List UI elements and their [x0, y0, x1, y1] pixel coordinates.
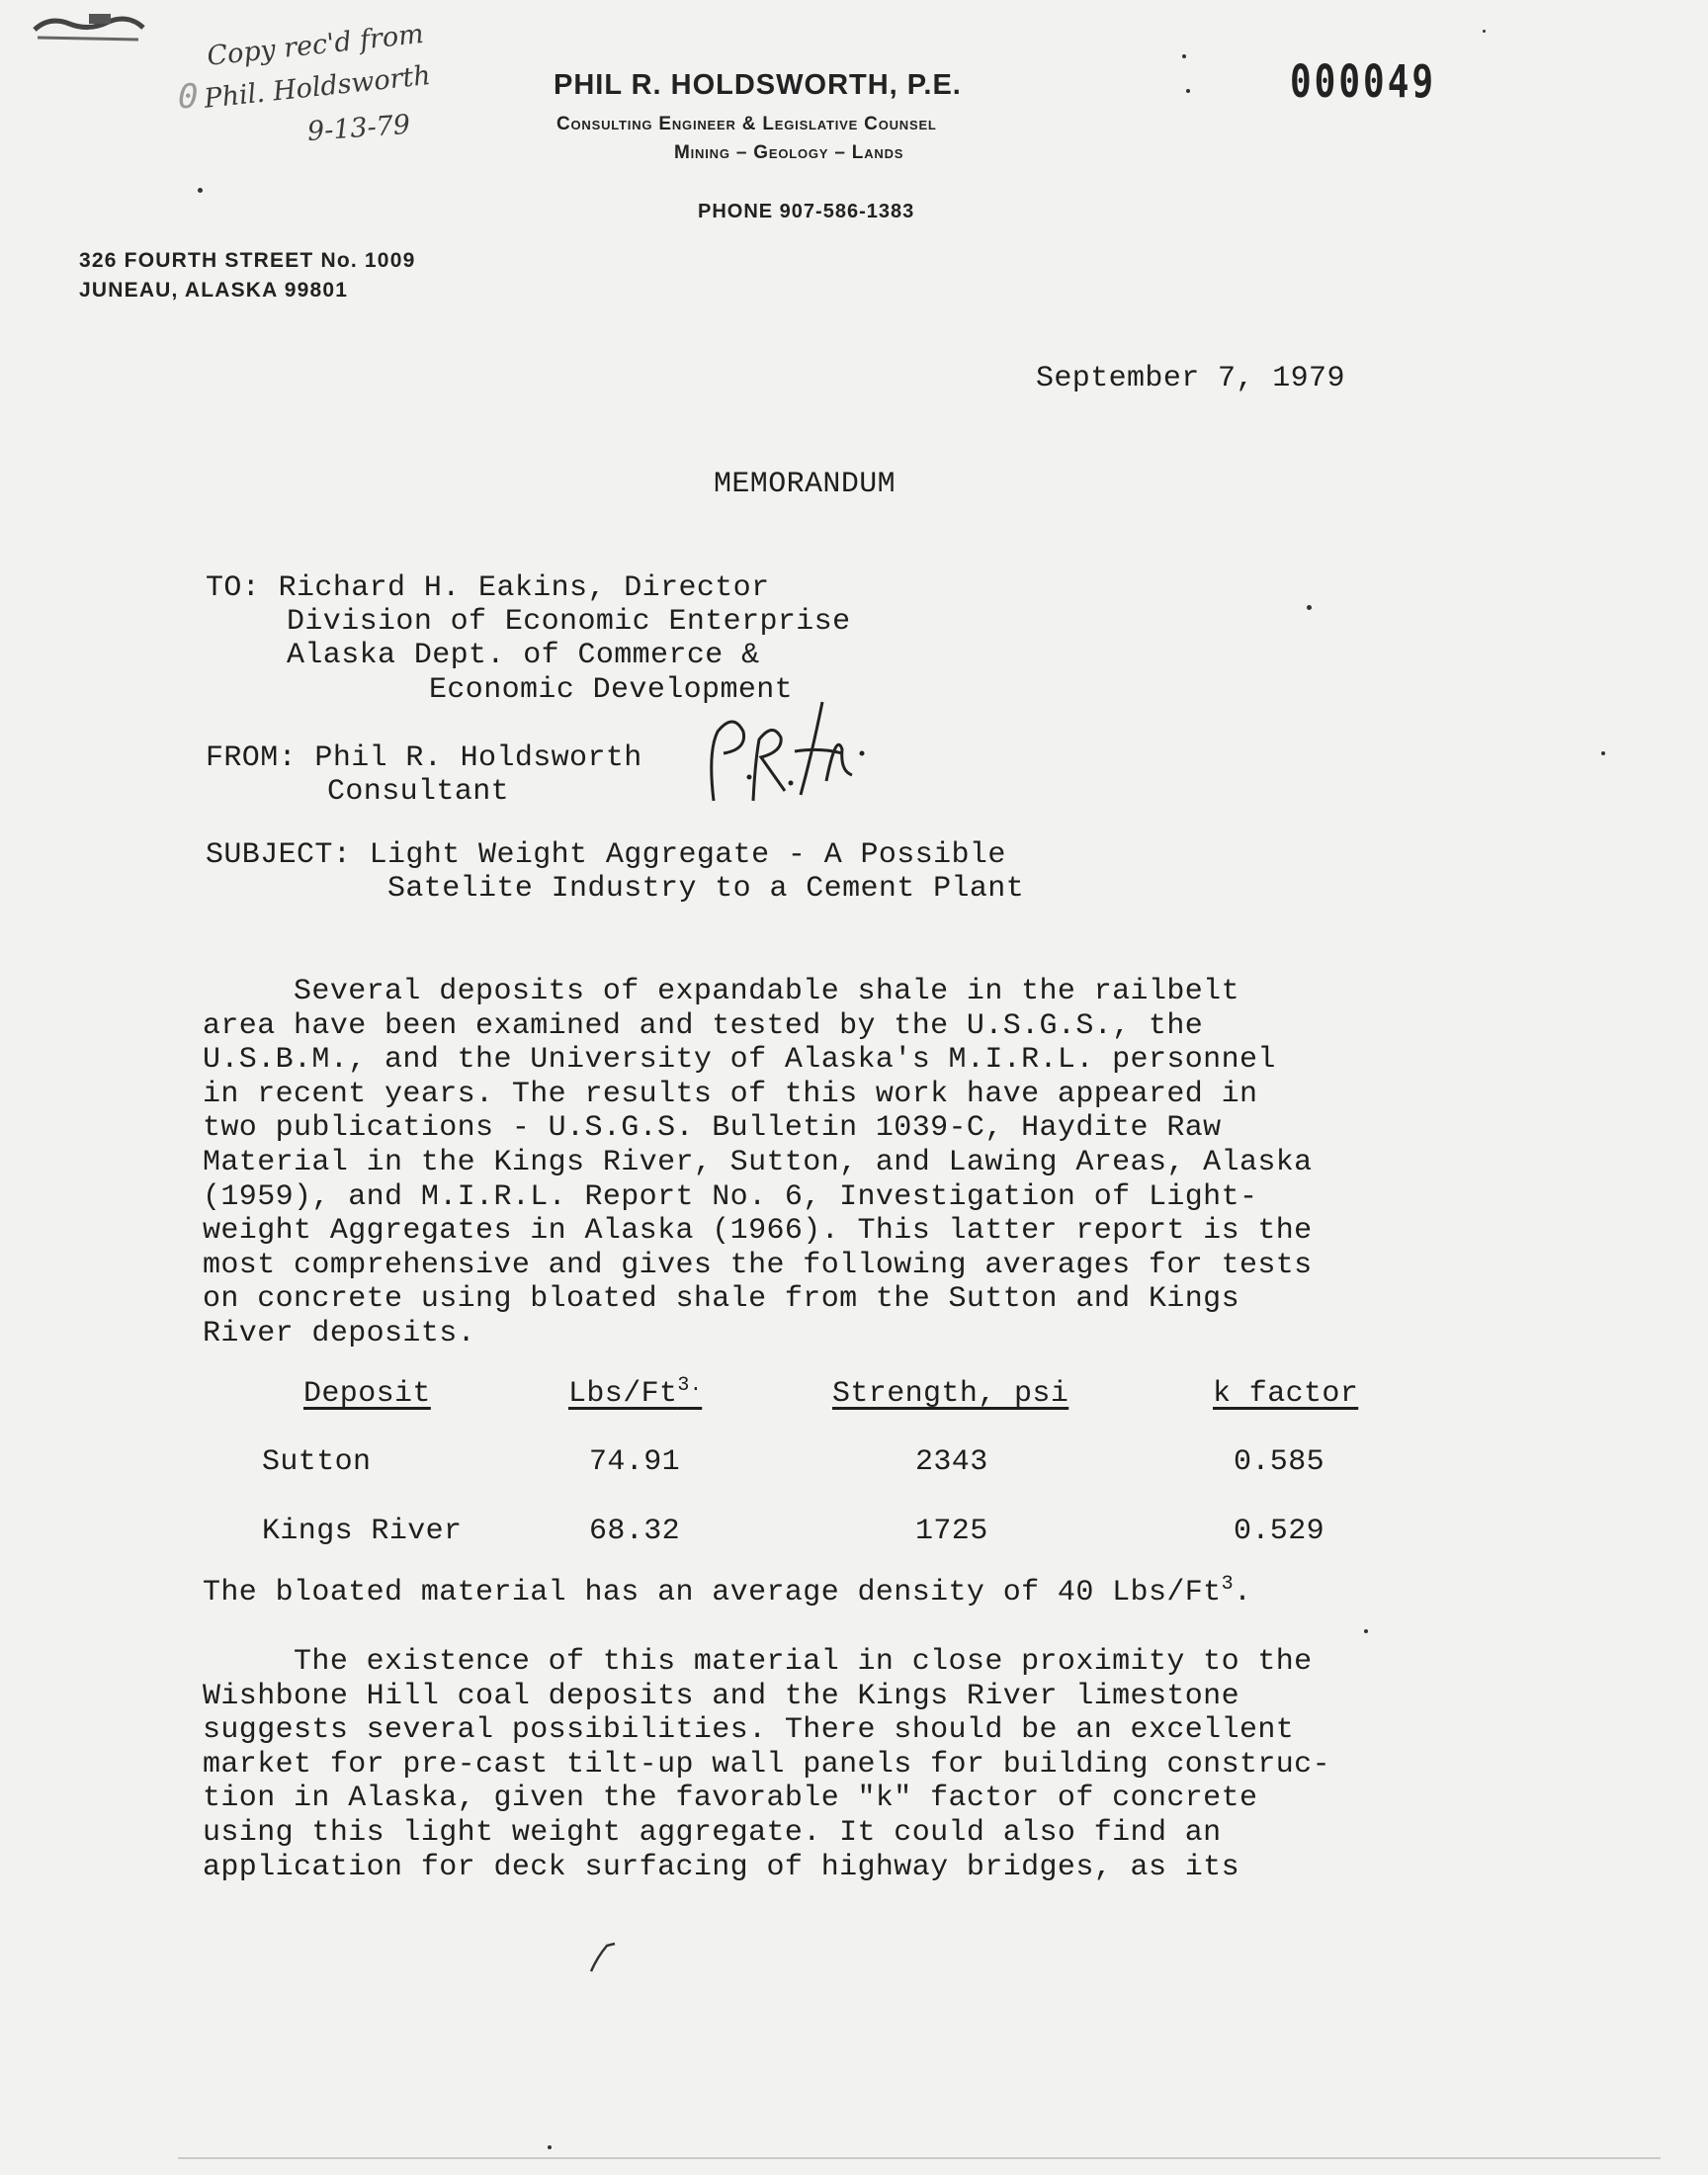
table-cell-deposit: Kings River [262, 1515, 463, 1548]
density-end: . [1233, 1576, 1252, 1610]
table-cell-k-factor: 0.529 [1234, 1515, 1325, 1548]
table-cell-lbs: 68.32 [589, 1515, 681, 1548]
paragraph-line: River deposits. [203, 1316, 476, 1350]
table-cell-k-factor: 0.585 [1234, 1445, 1325, 1479]
handwritten-note-line2: Phil. Holdsworth [203, 59, 433, 115]
to-line1: TO: Richard H. Eakins, Director [206, 571, 770, 605]
paragraph-line: area have been examined and tested by the U.S.G.S., the [203, 1008, 1204, 1043]
table-cell-deposit: Sutton [262, 1445, 372, 1479]
table-cell-strength: 1725 [915, 1515, 988, 1548]
subject-line2: Satelite Industry to a Cement Plant [387, 872, 1025, 906]
table-cell-strength: 2343 [915, 1445, 988, 1479]
handwritten-note-line1: Copy rec'd from [206, 18, 426, 72]
paragraph-line: market for pre-cast tilt-up wall panels for building construc- [203, 1747, 1330, 1782]
paragraph-line: weight Aggregates in Alaska (1966). This latter report is the [203, 1214, 1313, 1249]
table-header-lbs [568, 1374, 703, 1411]
document-number: 000049 [1290, 57, 1437, 109]
scan-speck [1601, 751, 1605, 755]
to-line3: Alaska Dept. of Commerce & [287, 639, 760, 672]
memo-date: September 7, 1979 [1036, 362, 1345, 395]
handwritten-stray-digit: 0 [178, 77, 199, 117]
table-header-strength: Strength, psi [832, 1377, 1069, 1411]
signature-initials-icon [704, 692, 872, 821]
from-line1: FROM: Phil R. Holdsworth [206, 741, 642, 775]
letterhead-address-line1: 326 FOURTH STREET No. 1009 [79, 249, 416, 272]
letterhead-name: PHIL R. HOLDSWORTH, P.E. [554, 69, 962, 101]
scan-speck [1182, 54, 1186, 58]
scan-speck [198, 188, 203, 193]
density-statement [203, 1573, 1252, 1610]
table-header-lbs-text: Lbs/Ft [568, 1377, 678, 1411]
pen-mark-icon [585, 1938, 625, 1977]
table-header-lbs-sup: 3. [677, 1374, 703, 1397]
paragraph-line: on concrete using bloated shale from the Sutton and Kings [203, 1282, 1239, 1317]
bottom-edge-line-icon [178, 2155, 1661, 2161]
handwritten-note-date: 9-13-79 [306, 109, 412, 147]
letterhead-title: Consulting Engineer & Legislative Counsel [556, 114, 937, 134]
body-paragraph-1 [203, 975, 1468, 1351]
letterhead-phone: PHONE 907-586-1383 [698, 201, 915, 222]
subject-line1: SUBJECT: Light Weight Aggregate - A Possible [206, 838, 1006, 872]
to-line4: Economic Development [429, 673, 794, 707]
paragraph-line: most comprehensive and gives the following averages for tests [203, 1248, 1313, 1282]
paragraph-line: Material in the Kings River, Sutton, and Lawing Areas, Alaska [203, 1145, 1313, 1179]
paragraph-line: (1959), and M.I.R.L. Report No. 6, Investigation of Light- [203, 1179, 1258, 1214]
paragraph-line: application for deck surfacing of highway bridges, as its [203, 1850, 1239, 1884]
paragraph-line: in recent years. The results of this work have appeared in [203, 1077, 1258, 1111]
memo-heading: MEMORANDUM [714, 468, 897, 501]
scan-speck [548, 2145, 552, 2149]
letterhead-specialties: Mining – Geology – Lands [674, 142, 904, 163]
density-text: The bloated material has an average density of 40 Lbs/Ft [203, 1576, 1222, 1610]
table-cell-lbs: 74.91 [589, 1445, 681, 1479]
scan-speck [1186, 89, 1190, 93]
paragraph-line: Several deposits of expandable shale in the railbelt [203, 975, 1239, 1008]
paragraph-line: tion in Alaska, given the favorable "k" factor of concrete [203, 1782, 1258, 1816]
paragraph-line: The existence of this material in close proximity to the [203, 1645, 1313, 1679]
stamp-mark-icon [30, 8, 148, 47]
paragraph-line: using this light weight aggregate. It could also find an [203, 1815, 1222, 1850]
density-sup: 3 [1221, 1573, 1234, 1596]
body-paragraph-2 [203, 1645, 1468, 1884]
from-line2: Consultant [327, 775, 510, 809]
scan-speck [1364, 1629, 1368, 1633]
paragraph-line: suggests several possibilities. There should be an excellent [203, 1713, 1295, 1748]
to-line2: Division of Economic Enterprise [287, 605, 851, 639]
paragraph-line: U.S.B.M., and the University of Alaska's M.I.R.L. personnel [203, 1043, 1276, 1078]
scan-speck [1307, 605, 1312, 610]
table-header-k-factor: k factor [1213, 1377, 1359, 1411]
table-header-deposit: Deposit [303, 1377, 431, 1411]
paragraph-line: two publications - U.S.G.S. Bulletin 1039-C, Haydite Raw [203, 1111, 1222, 1146]
scan-speck [1483, 30, 1486, 33]
letterhead-address-line2: JUNEAU, ALASKA 99801 [79, 279, 349, 302]
paragraph-line: Wishbone Hill coal deposits and the Kings River limestone [203, 1679, 1239, 1713]
